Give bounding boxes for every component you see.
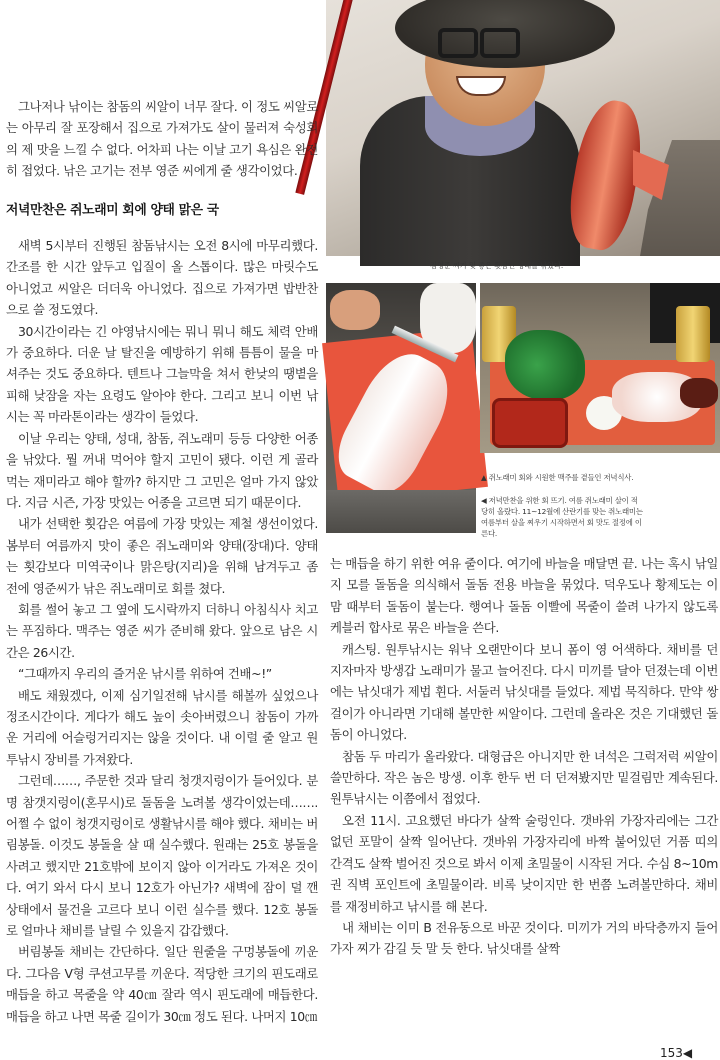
paragraph: 내가 선택한 횟감은 여름에 가장 맛있는 제철 생선이었다. 봄부터 여름까지 맛이 좋은 쥐노래미와 양태(장대)다. 양태는 횟감보다 미역국이나 맑은탕(지리)을 위해 남겨두고 좀 전에 영준씨가 낚은 쥐노래미로 회를 쳤다. [6,516,318,596]
paragraph: 이날 우리는 양태, 성대, 참돔, 쥐노래미 등등 다양한 어종을 낚았다. 뭘 꺼내 먹어야 할지 고민이 됐다. 이런 게 골라 먹는 재미라고 해야 할까? 하지만 그 고민은 얼마 가지 않았다. 지금 시즌, 가장 맛있는 어종을 고르면 되기 때문이다. [6,430,318,510]
paragraph: 회를 썰어 놓고 그 옆에 도시락까지 더하니 아침식사 치고는 푸짐하다. 맥주는 영준 씨가 준비해 왔다. 앞으로 남은 시간은 26시간. [6,601,318,660]
paragraph: 오전 11시. 고요했던 바다가 살짝 술렁인다. 갯바위 가장자리에는 그간 없던 포말이 살짝 일어난다. 갯바위 가장자리에 바짝 붙어있던 거품 띠의 간격도 살짝 벌어진 것으로 봐서 이제 초밀물이 시작된 거다. 수심 8~10m 권 직벽 포인트에 초밀물이라. 비록 낮이지만 한 번쯤 노려볼만하다. 채비를 재정비하고 낚시를 해 본다. [330,812,718,914]
hand-illustration [330,290,380,330]
paragraph: 버림봉돌 채비는 간단하다. 일단 원줄을 구멍봉돌에 끼운다. 그다음 V형 쿠션고무를 끼운다. 적당한 크기의 핀도래로 매듭을 하고 목줄을 약 40㎝ 잘라 역시 핀도래에 매듭한다. 매듭을 하고 나면 목줄 길이가 30㎝ 정도 된다. 나머지 10㎝ [6,944,318,1024]
glasses-left-illustration [438,28,478,58]
fillet-caption: ◀ 저녁만찬을 위한 회 뜨기. 여름 쥐노래미 살이 적당히 올랐다. 11~12월에 산란기를 맞는 쥐노래미는 여름부터 살을 찌우기 시작하면서 회 맛도 절정에 이른다. [481,496,643,538]
paragraph: 캐스팅. 원투낚시는 워낙 오랜만이다 보니 폼이 영 어색하다. 채비를 던지자마자 방생갑 노래미가 물고 늘어진다. 다시 미끼를 달아 던졌는데 이번에는 낚싯대가 제법 휜다. 서둘러 낚싯대를 들었다. 제법 묵직하다. 만약 쌍걸이가 아니라면 기대해 볼만한 씨알이다. 그런데 올라온 것은 기대했던 돌돔이 아니었다. [330,641,718,743]
right-column [330,553,718,960]
glasses-right-illustration [480,28,520,58]
paragraph: 참돔 두 마리가 올라왔다. 대형급은 아니지만 한 녀석은 그럭저럭 씨알이 쓸만하다. 작은 놈은 방생. 이후 한두 번 더 던져봤지만 밑걸림만 계속된다. 원투낚시는 이쯤에서 접었다. [330,748,718,807]
sauce-cup-illustration [680,378,718,408]
quote: “그때까지 우리의 즐거운 낚시를 위하여 건배~!” [18,666,272,682]
paragraph: 그나저나 낚이는 참돔의 씨알이 너무 잘다. 이 정도 씨알로는 아무리 잘 포장해서 집으로 가져가도 살이 물러져 숙성회의 제 맛을 느낄 수 없다. 어차피 나는 이날 고기 욕심은 완전히 접었다. 낚은 고기는 전부 영준 씨에게 줄 생각이었다. [6,99,318,179]
rock-bottom-illustration [326,490,476,533]
angler-caption: 김영준 씨가 잊 좋은 횟감인 성대를 낚았다. [430,261,564,270]
paragraph: 는 매듭을 하기 위한 여유 줄이다. 여기에 바늘을 매달면 끝. 나는 혹시 낚일지 모를 돌돔을 의식해서 돌돔 전용 바늘을 묶었다. 덕우도나 황제도는 이맘 때부터 돌돔이 붙는다. 행여나 돌돔 이빨에 목줄이 쓸려 나가지 않도록 케블러 합사로 묶은 바늘을 쓴다. [330,556,718,636]
vegetables-illustration [505,330,585,400]
left-column [6,96,318,1027]
page-number: 153◀ [660,1046,693,1060]
meal-caption: ▲ 쥐노래미 회와 시원한 맥주를 곁들인 저녁식사. [481,473,634,482]
paragraph: 내 채비는 이미 B 전유동으로 바꾼 것이다. 미끼가 거의 바닥층까지 들어가자 찌가 감길 듯 말 듯 한다. 낚싯대를 살짝 [330,919,718,957]
section-heading: 저녁만찬은 쥐노래미 회에 양태 맑은 국 [6,202,219,218]
paragraph: 그런데……, 주문한 것과 달리 청갯지렁이가 들어있다. 분명 참갯지렁이(혼무시)로 돌돔을 노려볼 생각이었는데……. 어쩔 수 없이 청갯지렁이로 생활낚시를 해야 했다. 채비는 버림봉돌. 이것도 봉돌을 살 때 실수했다. 원래는 25호 봉돌을 사려고 했지만 21호밖에 보이지 않아 이거라도 가져온 것이다. 여기 와서 다시 보니 12호가 아닌가? 새벽에 잠이 덜 깬 상태에서 물건을 고르다 보니 이런 실수를 했다. 12호 봉돌로 얼마나 채비를 날릴 수 있을지 갑갑했다. [6,773,318,939]
paragraph: 30시간이라는 긴 야영낚시에는 뭐니 뭐니 해도 체력 안배가 중요하다. 더운 날 탈진을 예방하기 위해 틈틈이 물을 마셔주는 것도 중요하다. 텐트나 그늘막을 쳐서 한낮의 땡볕을 피해 낮잠을 자는 요령도 알아야 한다. 그리고 보니 이번 낚시는 꼭 마라톤이라는 생각이 들었다. [6,323,318,425]
beer-can-right-illustration [676,306,710,362]
paragraph: 새벽 5시부터 진행된 참돔낚시는 오전 8시에 마무리했다. 간조를 한 시간 앞두고 입질이 올 스톱이다. 많은 마릿수도 아니었고 씨알은 더더욱 아니었다. 집으로 가져가면 밥반찬으로 쓸 정도였다. [6,238,318,318]
paragraph: 배도 채웠겠다, 이제 심기일전해 낚시를 해볼까 싶었으나 정조시간이다. 게다가 해도 높이 솟아버렸으니 참돔이 가까운 거리에 어슬렁거리지는 않을 것이다. 내 이럴 줄 알고 원투낚시 장비를 가져왔다. [6,687,318,767]
sauce-dish-illustration [492,398,568,448]
